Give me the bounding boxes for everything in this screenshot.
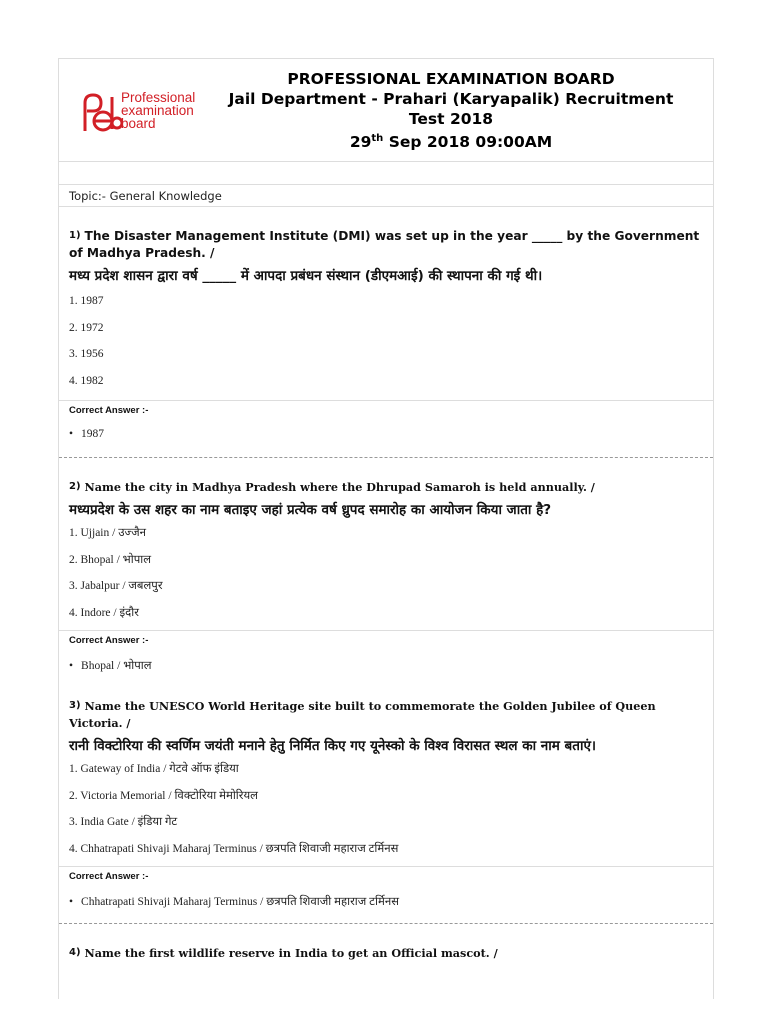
correct-answer-block xyxy=(59,630,713,687)
option-2: 2. 1972 xyxy=(69,321,104,334)
option-3: 3. 1956 xyxy=(69,348,104,360)
question-1 xyxy=(59,207,713,394)
correct-answer: • 1987 xyxy=(69,428,703,440)
correct-answer: • Bhopal / भोपाल xyxy=(69,658,703,673)
question-4 xyxy=(59,924,713,962)
question-2 xyxy=(59,458,713,626)
peb-logo-icon xyxy=(79,91,123,135)
header-titles xyxy=(199,69,703,152)
option-4: 4. 1982 xyxy=(69,374,104,387)
blank-row xyxy=(59,162,713,185)
question-text-hi: मध्यप्रदेश के उस शहर का नाम बताइए जहां प्रत्येक वर्ष ध्रुपद समारोह का आयोजन किया जाता है? xyxy=(69,502,552,518)
topic-label: Topic:- General Knowledge xyxy=(59,185,713,207)
peb-logo-text: Professional examination board xyxy=(121,90,196,131)
question-text-hi: मध्य प्रदेश शासन द्वारा वर्ष _____ में आपदा प्रबंधन संस्थान (डीएमआई) की स्थापना की गई थी। xyxy=(69,268,543,284)
correct-answer-label: Correct Answer :- xyxy=(69,871,149,882)
test-year: Test 2018 xyxy=(408,110,494,128)
option-2: 2. Bhopal / भोपाल xyxy=(69,553,152,566)
correct-answer-label: Correct Answer :- xyxy=(69,405,149,416)
option-1: 1. Gateway of India / गेटवे ऑफ इंडिया xyxy=(69,763,239,775)
option-1: 1. 1987 xyxy=(69,295,104,307)
question-text-en: 1) The Disaster Management Institute (DMI) was set up in the year _____ by the Government of Madhya Pradesh. / xyxy=(69,229,700,260)
option-3: 3. Jabalpur / जबलपुर xyxy=(69,580,163,592)
question-text-en: 3) Name the UNESCO World Heritage site built to commemorate the Golden Jubilee of Queen Victoria. / xyxy=(69,699,656,730)
document-header xyxy=(59,59,713,162)
option-4: 4. Chhatrapati Shivaji Maharaj Terminus / छत्रपति शिवाजी महाराज टर्मिनस xyxy=(69,842,399,855)
recruitment-title: Jail Department - Prahari (Karyapalik) Recruitment xyxy=(228,90,674,108)
question-text-en: 4) Name the first wildlife reserve in India to get an Official mascot. / xyxy=(69,946,498,960)
board-title: PROFESSIONAL EXAMINATION BOARD xyxy=(287,70,615,88)
question-text-hi: रानी विक्टोरिया की स्वर्णिम जयंती मनाने हेतु निर्मित किए गए यूनेस्को के विश्व विरासत स्थल का नाम बताएं। xyxy=(69,738,597,754)
option-4: 4. Indore / इंदौर xyxy=(69,606,139,619)
correct-answer-label: Correct Answer :- xyxy=(69,635,149,646)
answer-key-page xyxy=(58,58,714,999)
option-2: 2. Victoria Memorial / विक्टोरिया मेमोरियल xyxy=(69,789,258,802)
option-3: 3. India Gate / इंडिया गेट xyxy=(69,816,178,828)
question-3 xyxy=(59,687,713,862)
correct-answer-block xyxy=(59,866,713,923)
question-text-en: 2) Name the city in Madhya Pradesh where the Dhrupad Samaroh is held annually. / xyxy=(69,480,595,494)
correct-answer: • Chhatrapati Shivaji Maharaj Terminus / छत्रपति शिवाजी महाराज टर्मिनस xyxy=(69,894,703,909)
correct-answer-block xyxy=(59,400,713,457)
option-1: 1. Ujjain / उज्जैन xyxy=(69,527,146,539)
peb-logo xyxy=(79,89,219,139)
exam-date: 29th Sep 2018 09:00AM xyxy=(349,133,553,152)
